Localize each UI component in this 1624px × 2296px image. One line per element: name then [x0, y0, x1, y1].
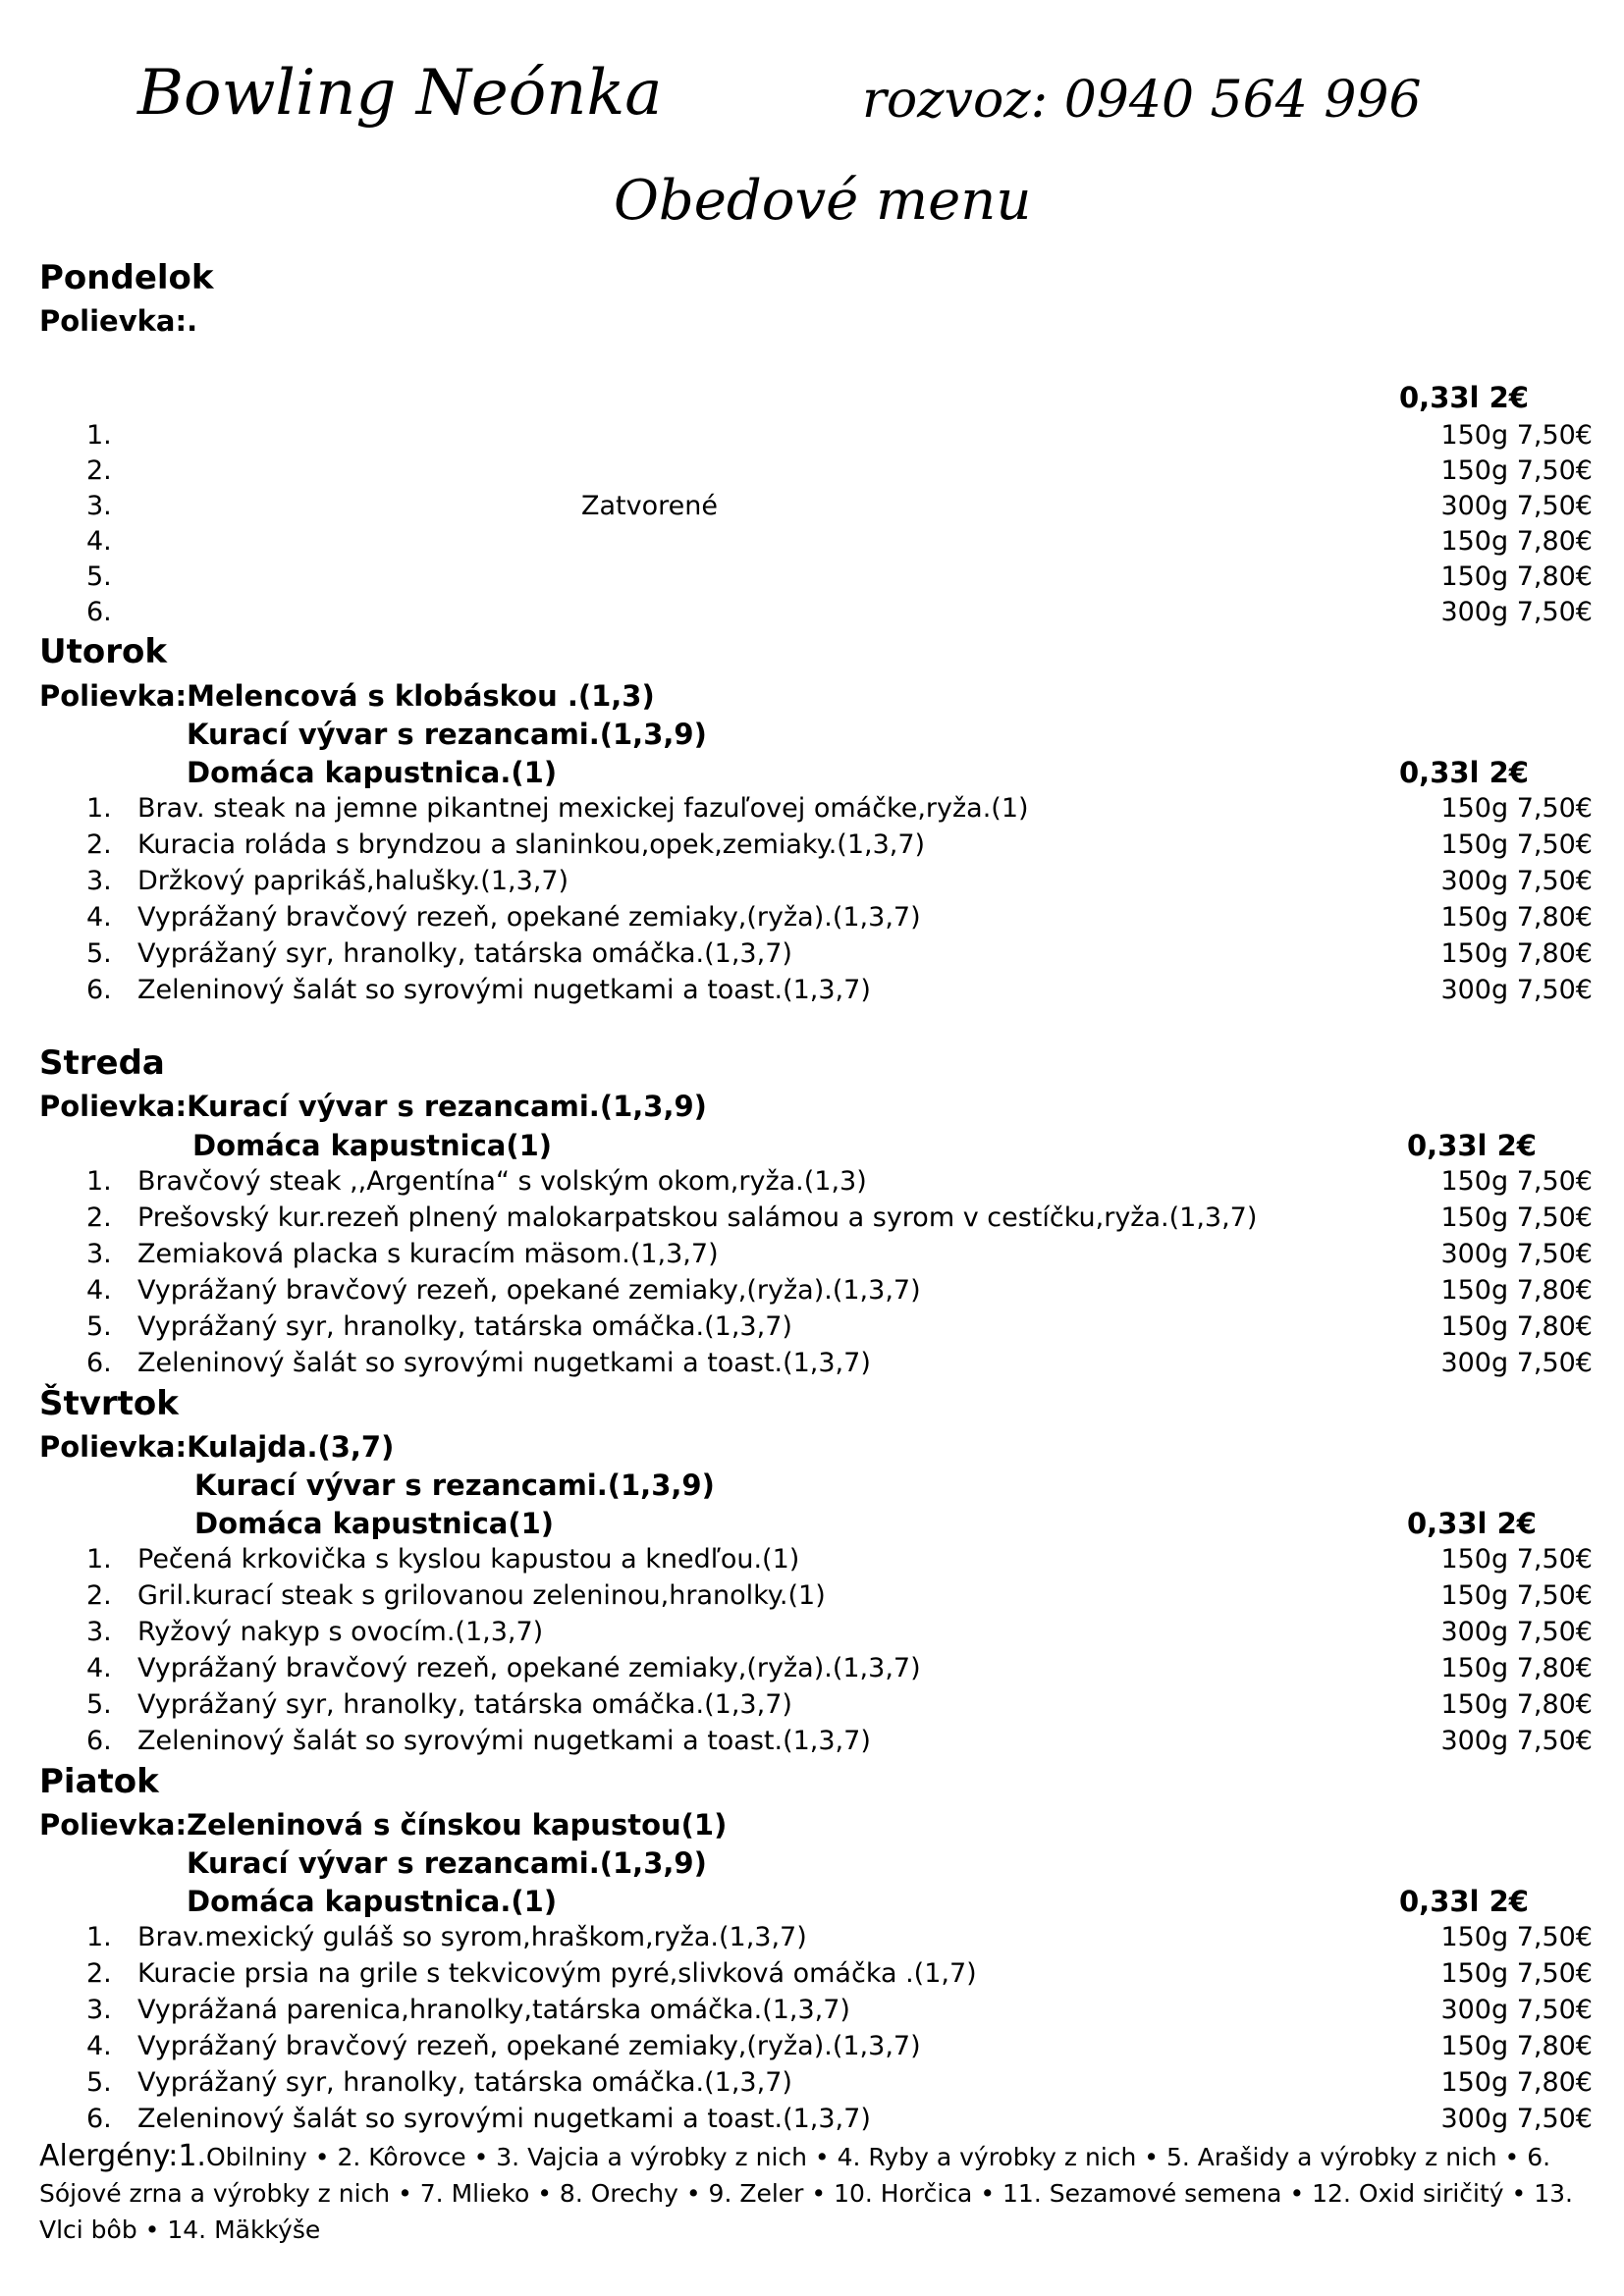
item-text: Vyprážaný syr, hranolky, tatárska omáčka.(1,3,7): [137, 1689, 792, 1720]
menu-item: [0, 2104, 1624, 2139]
item-price: 150g 7,80€: [1440, 1311, 1593, 1342]
menu-item: [0, 1544, 1624, 1579]
item-number: 4.: [86, 1275, 112, 1306]
soup-line: Kurací vývar s rezancami.(1,3,9): [194, 1468, 715, 1502]
soup-line: Domáca kapustnica.(1): [187, 1885, 558, 1918]
menu-item: [0, 1617, 1624, 1652]
item-text: Vyprážaný bravčový rezeň, opekané zemiaky,(ryža).(1,3,7): [137, 1653, 921, 1683]
item-price: 300g 7,50€: [1440, 597, 1593, 627]
menu-item: [0, 829, 1624, 865]
soup-line: Domáca kapustnica(1): [192, 1129, 553, 1162]
menu-item: [0, 1166, 1624, 1201]
item-number: 2.: [86, 829, 112, 860]
day-heading-streda: Streda: [39, 1043, 165, 1083]
item-text: Brav.mexický guláš so syrom,hraškom,ryža.(1,3,7): [137, 1922, 807, 1952]
item-price: 150g 7,50€: [1440, 793, 1593, 824]
item-text: Vyprážaná parenica,hranolky,tatárska omáčka.(1,3,7): [137, 1995, 850, 2025]
menu-item: [0, 420, 1624, 455]
item-text: Zeleninový šalát so syrovými nugetkami a toast.(1,3,7): [137, 2104, 871, 2134]
item-price: 150g 7,80€: [1440, 2067, 1593, 2098]
soup-line: Polievka:Kurací vývar s rezancami.(1,3,9): [39, 1090, 707, 1123]
item-price: 150g 7,50€: [1440, 1580, 1593, 1611]
item-number: 6.: [86, 1726, 112, 1756]
item-number: 3.: [86, 1995, 112, 2025]
soup-line: Domáca kapustnica.(1): [187, 756, 558, 789]
menu-item: [0, 526, 1624, 561]
item-number: 3.: [86, 1617, 112, 1647]
soup-line: Polievka:.: [39, 304, 198, 338]
item-number: 2.: [86, 1580, 112, 1611]
item-price: 150g 7,80€: [1440, 2031, 1593, 2061]
item-price: 150g 7,50€: [1440, 455, 1593, 486]
item-price: 150g 7,80€: [1440, 561, 1593, 592]
item-number: 1.: [86, 1166, 112, 1197]
menu-item: [0, 793, 1624, 828]
menu-item: [0, 938, 1624, 974]
item-text: Prešovský kur.rezeň plnený malokarpatskou salámou a syrom v cestíčku,ryža.(1,3,7): [137, 1202, 1258, 1233]
item-price: 300g 7,50€: [1440, 975, 1593, 1005]
day-heading-stvrtok: Štvrtok: [39, 1384, 179, 1423]
item-price: 300g 7,50€: [1440, 1348, 1593, 1378]
delivery-phone: rozvoz: 0940 564 996: [862, 71, 1422, 130]
soup-line: Polievka:Zeleninová s čínskou kapustou(1): [39, 1808, 728, 1842]
menu-item: [0, 1275, 1624, 1310]
item-text: Pečená krkovička s kyslou kapustou a knedľou.(1): [137, 1544, 800, 1575]
item-price: 150g 7,50€: [1440, 829, 1593, 860]
item-number: 1.: [86, 1544, 112, 1575]
item-text: Vyprážaný bravčový rezeň, opekané zemiaky,(ryža).(1,3,7): [137, 2031, 921, 2061]
item-number: 1.: [86, 1922, 112, 1952]
item-number: 4.: [86, 902, 112, 933]
allergen-lead: Alergény:1.: [39, 2139, 206, 2173]
item-number: 3.: [86, 491, 112, 521]
item-number: 2.: [86, 1202, 112, 1233]
item-price: 150g 7,50€: [1440, 420, 1593, 451]
item-number: 3.: [86, 1239, 112, 1269]
item-number: 6.: [86, 2104, 112, 2134]
menu-item: [0, 2031, 1624, 2066]
item-price: 150g 7,50€: [1440, 1958, 1593, 1989]
item-number: 6.: [86, 975, 112, 1005]
item-number: 1.: [86, 420, 112, 451]
item-text: Gril.kurací steak s grilovanou zeleninou,hranolky.(1): [137, 1580, 826, 1611]
soup-price: 0,33l 2€: [1399, 381, 1529, 414]
menu-item: [0, 1995, 1624, 2030]
item-text: Zemiaková placka s kuracím mäsom.(1,3,7): [137, 1239, 719, 1269]
menu-item: [0, 902, 1624, 937]
item-price: 300g 7,50€: [1440, 1726, 1593, 1756]
item-number: 4.: [86, 526, 112, 557]
soup-line: Polievka:Melencová s klobáskou .(1,3): [39, 679, 655, 713]
item-price: 300g 7,50€: [1440, 866, 1593, 896]
item-number: 1.: [86, 793, 112, 824]
soup-price: 0,33l 2€: [1399, 1885, 1529, 1918]
menu-item: [0, 2067, 1624, 2103]
item-text: Vyprážaný bravčový rezeň, opekané zemiaky,(ryža).(1,3,7): [137, 1275, 921, 1306]
item-text: Ryžový nakyp s ovocím.(1,3,7): [137, 1617, 544, 1647]
item-text: Vyprážaný bravčový rezeň, opekané zemiaky,(ryža).(1,3,7): [137, 902, 921, 933]
soup-line: Kurací vývar s rezancami.(1,3,9): [187, 718, 707, 751]
soup-line: Kurací vývar s rezancami.(1,3,9): [187, 1846, 707, 1880]
item-number: 5.: [86, 1689, 112, 1720]
soup-price: 0,33l 2€: [1399, 756, 1529, 789]
menu-item: [0, 491, 1624, 526]
item-price: 150g 7,80€: [1440, 1689, 1593, 1720]
item-number: 5.: [86, 938, 112, 969]
closed-note: Zatvorené: [581, 491, 718, 521]
item-number: 2.: [86, 1958, 112, 1989]
item-price: 150g 7,80€: [1440, 1653, 1593, 1683]
menu-subtitle: Obedové menu: [614, 169, 1032, 233]
menu-item: [0, 1580, 1624, 1616]
menu-item: [0, 1311, 1624, 1347]
menu-item: [0, 975, 1624, 1010]
item-text: Kuracie prsia na grile s tekvicovým pyré,slivková omáčka .(1,7): [137, 1958, 977, 1989]
item-text: Zeleninový šalát so syrovými nugetkami a toast.(1,3,7): [137, 975, 871, 1005]
menu-item: [0, 1653, 1624, 1688]
day-heading-pondelok: Pondelok: [39, 258, 214, 297]
restaurant-title: Bowling Neónka: [137, 57, 663, 130]
item-number: 5.: [86, 1311, 112, 1342]
item-number: 4.: [86, 2031, 112, 2061]
item-text: Zeleninový šalát so syrovými nugetkami a toast.(1,3,7): [137, 1348, 871, 1378]
item-price: 150g 7,50€: [1440, 1544, 1593, 1575]
soup-line: Domáca kapustnica(1): [194, 1507, 555, 1540]
item-text: Zeleninový šalát so syrovými nugetkami a toast.(1,3,7): [137, 1726, 871, 1756]
item-price: 150g 7,80€: [1440, 938, 1593, 969]
item-price: 150g 7,80€: [1440, 526, 1593, 557]
item-number: 6.: [86, 1348, 112, 1378]
item-text: Brav. steak na jemne pikantnej mexickej fazuľovej omáčke,ryža.(1): [137, 793, 1029, 824]
item-text: Vyprážaný syr, hranolky, tatárska omáčka.(1,3,7): [137, 1311, 792, 1342]
menu-item: [0, 1202, 1624, 1238]
item-text: Vyprážaný syr, hranolky, tatárska omáčka.(1,3,7): [137, 2067, 792, 2098]
menu-item: [0, 1348, 1624, 1383]
item-number: 3.: [86, 866, 112, 896]
item-number: 6.: [86, 597, 112, 627]
item-price: 300g 7,50€: [1440, 491, 1593, 521]
item-price: 150g 7,80€: [1440, 902, 1593, 933]
allergen-list: Obilniny • 2. Kôrovce • 3. Vajcia a výrobky z nich • 4. Ryby a výrobky z nich • 5. Arašidy a výrobky z nich • 6. Sójové zrna a výrobky z nich • 7. Mlieko • 8. Orechy • 9. Zeler • 10. Horčica • 11. Sezamové semena • 12. Oxid siričitý • 13. Vlci bôb • 14. Mäkkýše: [39, 2143, 1573, 2244]
item-price: 150g 7,50€: [1440, 1202, 1593, 1233]
item-price: 150g 7,80€: [1440, 1275, 1593, 1306]
item-text: Kuracia roláda s bryndzou a slaninkou,opek,zemiaky.(1,3,7): [137, 829, 926, 860]
soup-price: 0,33l 2€: [1407, 1507, 1537, 1540]
menu-item: [0, 597, 1624, 632]
menu-item: [0, 561, 1624, 597]
item-number: 2.: [86, 455, 112, 486]
menu-item: [0, 1922, 1624, 1957]
allergen-legend: [39, 2138, 1581, 2248]
item-price: 300g 7,50€: [1440, 1995, 1593, 2025]
menu-item: [0, 1689, 1624, 1725]
menu-item: [0, 455, 1624, 491]
item-price: 300g 7,50€: [1440, 1239, 1593, 1269]
day-heading-piatok: Piatok: [39, 1762, 159, 1801]
menu-item: [0, 1239, 1624, 1274]
soup-line: Polievka:Kulajda.(3,7): [39, 1430, 395, 1464]
item-number: 4.: [86, 1653, 112, 1683]
item-number: 5.: [86, 2067, 112, 2098]
item-price: 150g 7,50€: [1440, 1166, 1593, 1197]
menu-item: [0, 866, 1624, 901]
item-price: 300g 7,50€: [1440, 1617, 1593, 1647]
soup-price: 0,33l 2€: [1407, 1129, 1537, 1162]
day-heading-utorok: Utorok: [39, 632, 167, 671]
menu-item: [0, 1958, 1624, 1994]
item-text: Držkový paprikáš,halušky.(1,3,7): [137, 866, 569, 896]
item-number: 5.: [86, 561, 112, 592]
menu-item: [0, 1726, 1624, 1761]
item-text: Bravčový steak ,,Argentína“ s volským okom,ryža.(1,3): [137, 1166, 867, 1197]
item-text: Vyprážaný syr, hranolky, tatárska omáčka.(1,3,7): [137, 938, 792, 969]
item-price: 150g 7,50€: [1440, 1922, 1593, 1952]
item-price: 300g 7,50€: [1440, 2104, 1593, 2134]
